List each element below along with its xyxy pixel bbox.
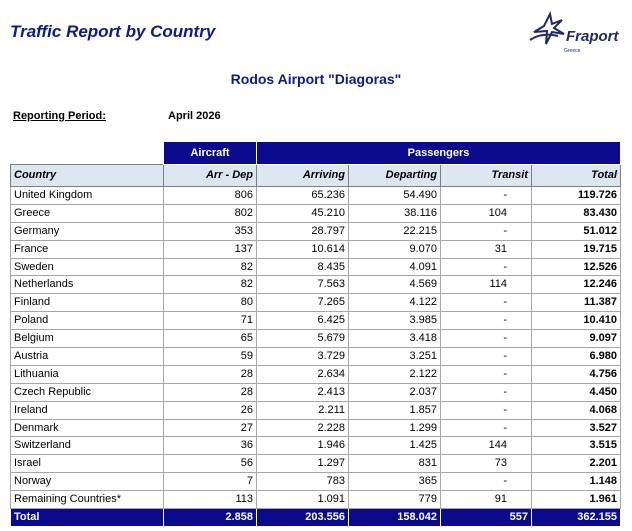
cell-arriving: 5.679	[257, 330, 349, 348]
cell-arriving: 45.210	[257, 204, 349, 222]
table-row	[11, 258, 621, 276]
cell-country: Norway	[11, 473, 164, 491]
total-arriving: 203.556	[257, 509, 349, 527]
group-header-passengers: Passengers	[257, 142, 621, 165]
cell-arr-dep: 353	[164, 222, 257, 240]
column-header-transit: Transit	[441, 165, 532, 187]
cell-transit: -	[441, 419, 532, 437]
cell-arr-dep: 80	[164, 294, 257, 312]
cell-arriving: 1.091	[257, 491, 349, 509]
column-header-departing: Departing	[349, 165, 441, 187]
cell-total: 1.148	[532, 473, 621, 491]
cell-arriving: 2.228	[257, 419, 349, 437]
cell-total: 51.012	[532, 222, 621, 240]
traffic-table	[10, 141, 621, 527]
cell-transit: -	[441, 401, 532, 419]
cell-transit: -	[441, 312, 532, 330]
cell-total: 19.715	[532, 240, 621, 258]
cell-country: Czech Republic	[11, 383, 164, 401]
cell-total: 4.068	[532, 401, 621, 419]
cell-country: United Kingdom	[11, 187, 164, 205]
cell-total: 12.246	[532, 276, 621, 294]
total-total: 362.155	[532, 509, 621, 527]
table-row	[11, 312, 621, 330]
cell-country: Remaining Countries*	[11, 491, 164, 509]
cell-country: Sweden	[11, 258, 164, 276]
cell-departing: 365	[349, 473, 441, 491]
table-row	[11, 383, 621, 401]
cell-arr-dep: 71	[164, 312, 257, 330]
cell-transit: 114	[441, 276, 532, 294]
cell-total: 3.527	[532, 419, 621, 437]
cell-departing: 1.299	[349, 419, 441, 437]
cell-arriving: 1.297	[257, 455, 349, 473]
cell-departing: 3.985	[349, 312, 441, 330]
table-row	[11, 187, 621, 205]
table-row	[11, 348, 621, 366]
logo-sub-text: Greece	[564, 48, 581, 54]
cell-departing: 54.490	[349, 187, 441, 205]
cell-arriving: 7.563	[257, 276, 349, 294]
cell-transit: 31	[441, 240, 532, 258]
cell-arr-dep: 28	[164, 365, 257, 383]
table-row	[11, 491, 621, 509]
cell-arriving: 10.614	[257, 240, 349, 258]
cell-departing: 4.091	[349, 258, 441, 276]
total-label: Total	[11, 509, 164, 527]
cell-departing: 2.122	[349, 365, 441, 383]
group-header-blank	[11, 142, 164, 165]
cell-country: Belgium	[11, 330, 164, 348]
table-row	[11, 276, 621, 294]
cell-arr-dep: 56	[164, 455, 257, 473]
cell-country: France	[11, 240, 164, 258]
reporting-period-value: April 2026	[168, 110, 221, 122]
total-transit: 557	[441, 509, 532, 527]
cell-departing: 4.122	[349, 294, 441, 312]
cell-departing: 4.569	[349, 276, 441, 294]
cell-transit: -	[441, 222, 532, 240]
cell-arr-dep: 65	[164, 330, 257, 348]
cell-total: 4.756	[532, 365, 621, 383]
cell-arriving: 2.413	[257, 383, 349, 401]
cell-total: 9.097	[532, 330, 621, 348]
cell-departing: 38.116	[349, 204, 441, 222]
column-header-total: Total	[532, 165, 621, 187]
cell-departing: 3.251	[349, 348, 441, 366]
airport-name: Rodos Airport "Diagoras"	[230, 71, 402, 87]
table-row	[11, 222, 621, 240]
cell-arr-dep: 82	[164, 258, 257, 276]
cell-total: 4.450	[532, 383, 621, 401]
cell-arr-dep: 113	[164, 491, 257, 509]
cell-arr-dep: 82	[164, 276, 257, 294]
cell-arriving: 7.265	[257, 294, 349, 312]
cell-arriving: 3.729	[257, 348, 349, 366]
cell-transit: -	[441, 258, 532, 276]
cell-arriving: 8.435	[257, 258, 349, 276]
table-row	[11, 401, 621, 419]
cell-country: Switzerland	[11, 437, 164, 455]
column-header-row	[11, 165, 621, 187]
reporting-period-label: Reporting Period:	[13, 110, 106, 122]
cell-country: Greece	[11, 204, 164, 222]
cell-arr-dep: 7	[164, 473, 257, 491]
cell-total: 6.980	[532, 348, 621, 366]
fraport-logo	[528, 10, 620, 54]
total-arr-dep: 2.858	[164, 509, 257, 527]
cell-arriving: 28.797	[257, 222, 349, 240]
cell-transit: -	[441, 473, 532, 491]
cell-total: 11.387	[532, 294, 621, 312]
cell-country: Poland	[11, 312, 164, 330]
table-body	[11, 187, 621, 509]
table-row	[11, 204, 621, 222]
group-header-row	[11, 142, 621, 165]
column-header-country: Country	[11, 165, 164, 187]
cell-arr-dep: 26	[164, 401, 257, 419]
cell-arriving: 2.634	[257, 365, 349, 383]
cell-arr-dep: 28	[164, 383, 257, 401]
table-row	[11, 455, 621, 473]
cell-total: 12.526	[532, 258, 621, 276]
cell-arriving: 6.425	[257, 312, 349, 330]
cell-departing: 1.425	[349, 437, 441, 455]
cell-transit: -	[441, 348, 532, 366]
total-row	[11, 509, 621, 527]
cell-country: Ireland	[11, 401, 164, 419]
cell-departing: 2.037	[349, 383, 441, 401]
total-departing: 158.042	[349, 509, 441, 527]
cell-arr-dep: 59	[164, 348, 257, 366]
cell-country: Lithuania	[11, 365, 164, 383]
cell-departing: 3.418	[349, 330, 441, 348]
fraport-star-logo-icon	[528, 10, 568, 50]
report-title: Traffic Report by Country	[10, 22, 216, 41]
cell-departing: 1.857	[349, 401, 441, 419]
cell-arriving: 65.236	[257, 187, 349, 205]
cell-transit: -	[441, 330, 532, 348]
column-header-arriving: Arriving	[257, 165, 349, 187]
cell-total: 2.201	[532, 455, 621, 473]
cell-departing: 779	[349, 491, 441, 509]
cell-arr-dep: 27	[164, 419, 257, 437]
cell-arriving: 1.946	[257, 437, 349, 455]
cell-total: 119.726	[532, 187, 621, 205]
table-row	[11, 240, 621, 258]
logo-brand-text: Fraport	[566, 28, 619, 45]
cell-arriving: 2.211	[257, 401, 349, 419]
table-row	[11, 473, 621, 491]
table-row	[11, 330, 621, 348]
cell-arr-dep: 802	[164, 204, 257, 222]
cell-departing: 9.070	[349, 240, 441, 258]
cell-arr-dep: 806	[164, 187, 257, 205]
table-row	[11, 419, 621, 437]
table-row	[11, 294, 621, 312]
column-header-arr-dep: Arr - Dep	[164, 165, 257, 187]
cell-transit: -	[441, 294, 532, 312]
cell-country: Denmark	[11, 419, 164, 437]
cell-transit: 91	[441, 491, 532, 509]
cell-transit: 144	[441, 437, 532, 455]
table-row	[11, 365, 621, 383]
cell-total: 10.410	[532, 312, 621, 330]
cell-departing: 22.215	[349, 222, 441, 240]
cell-transit: -	[441, 365, 532, 383]
cell-arr-dep: 36	[164, 437, 257, 455]
cell-country: Germany	[11, 222, 164, 240]
cell-arr-dep: 137	[164, 240, 257, 258]
cell-country: Austria	[11, 348, 164, 366]
cell-transit: 104	[441, 204, 532, 222]
cell-total: 1.961	[532, 491, 621, 509]
cell-arriving: 783	[257, 473, 349, 491]
cell-country: Netherlands	[11, 276, 164, 294]
table-row	[11, 437, 621, 455]
cell-total: 3.515	[532, 437, 621, 455]
cell-departing: 831	[349, 455, 441, 473]
cell-country: Finland	[11, 294, 164, 312]
cell-transit: -	[441, 187, 532, 205]
cell-country: Israel	[11, 455, 164, 473]
group-header-aircraft: Aircraft	[164, 142, 257, 165]
cell-transit: 73	[441, 455, 532, 473]
cell-total: 83.430	[532, 204, 621, 222]
cell-transit: -	[441, 383, 532, 401]
